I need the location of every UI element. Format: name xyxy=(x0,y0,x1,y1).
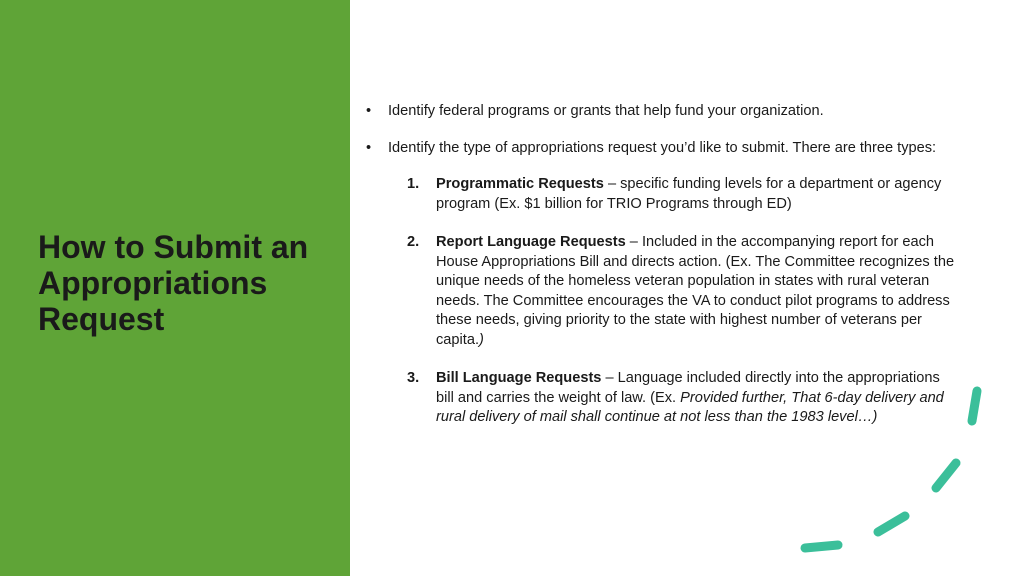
item-body xyxy=(436,175,956,214)
item-name: Bill Language Requests xyxy=(436,370,602,386)
list-item-programmatic xyxy=(407,175,956,214)
request-types-list xyxy=(366,175,956,428)
item-name: Report Language Requests xyxy=(436,234,626,250)
bullet-item xyxy=(366,102,956,122)
item-description: – Included in the accompanying report for each House Appropriations Bill and directs action. (Ex. The Committee recognizes the unique needs of the homeless veteran population in states with rural veteran needs. The Committee encourages the VA to conduct pilot programs to address these needs, giving priority to the state with highest number of veterans per capita. xyxy=(436,234,955,348)
slide-title: How to Submit an Appropriations Request xyxy=(38,229,309,337)
list-item-report-language xyxy=(407,233,956,350)
item-body xyxy=(436,369,956,428)
item-closing: ) xyxy=(872,409,878,425)
arc-dash-4 xyxy=(805,545,838,548)
arc-dash-2 xyxy=(936,463,956,488)
item-description: – specific funding levels for a department or agency program (Ex. $1 billion for TRIO Programs through ED) xyxy=(436,176,942,212)
bullet-dot-icon: • xyxy=(366,139,372,156)
item-body xyxy=(436,233,956,350)
item-example: Provided further, That 6-day delivery and rural delivery of mail shall continue at not less than the 1983 level… xyxy=(436,389,944,425)
item-description: – Language included directly into the appropriations bill and carries the weight of law. (Ex. xyxy=(436,370,940,406)
item-number: 3. xyxy=(407,370,420,386)
bullet-text: Identify the type of appropriations request you’d like to submit. There are three types: xyxy=(388,139,937,156)
arc-dash-3 xyxy=(878,516,905,532)
content-area xyxy=(366,102,956,447)
bullet-text: Identify federal programs or grants that help fund your organization. xyxy=(388,103,824,119)
list-item-bill-language xyxy=(407,369,956,428)
item-closing: ) xyxy=(479,331,484,348)
title-panel xyxy=(0,0,350,576)
arc-dash-1 xyxy=(972,391,977,421)
item-number: 2. xyxy=(407,234,420,250)
item-number: 1. xyxy=(407,176,420,192)
bullet-item xyxy=(366,139,956,159)
bullet-dot-icon: • xyxy=(366,103,372,119)
item-name: Programmatic Requests xyxy=(436,176,604,192)
